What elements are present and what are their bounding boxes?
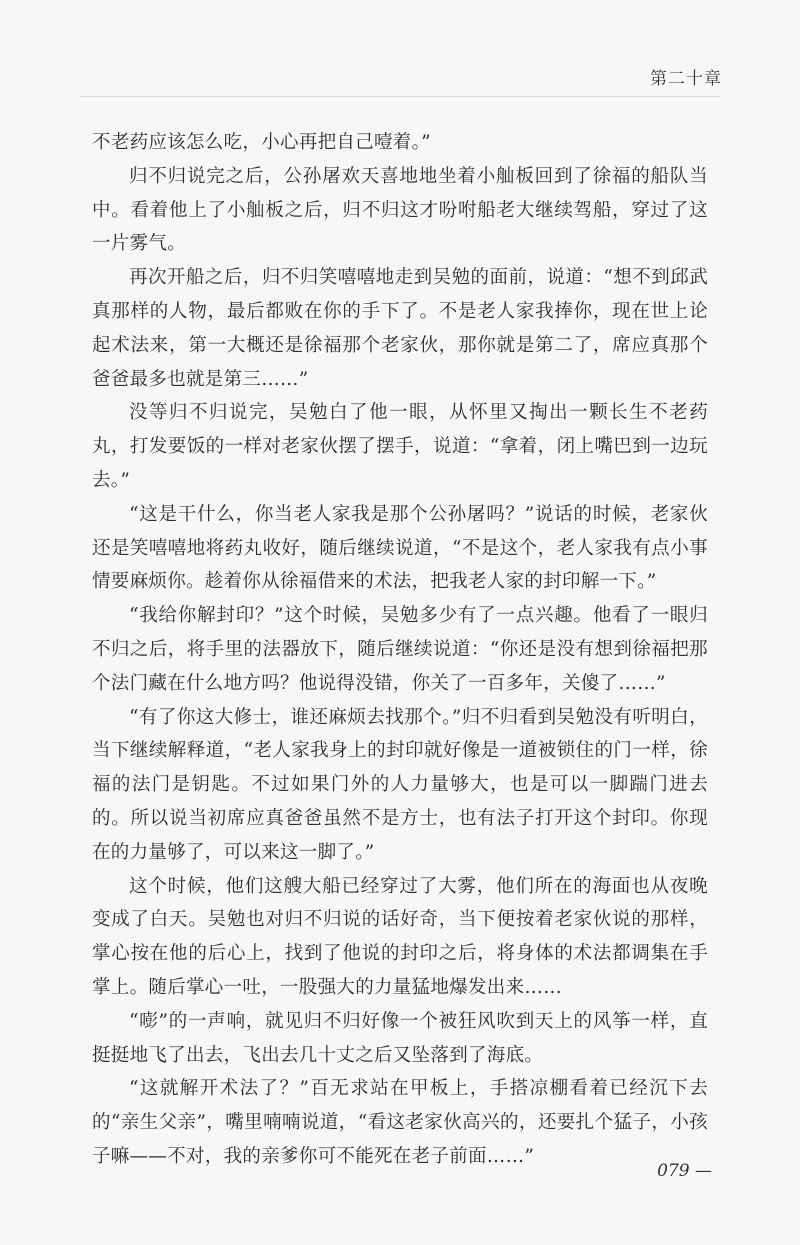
paragraph: “有了你这大修士，谁还麻烦去找那个。”归不归看到吴勉没有听明白，当下继续解释道，“老人家我身上的封印就好像是一道被锁住的门一样，徐福的法门是钥匙。不过如果门外的人力量够大，也是可以一脚踹门进去的。所以说当初席应真爸爸虽然不是方士，也有法子打开这个封印。你现在的力量够了，可以来这一脚了。” [92,706,708,863]
paragraph: “嘭”的一声响，就见归不归好像一个被狂风吹到天上的风筝一样，直挺挺地飞了出去，飞出去几十丈之后又坠落到了海底。 [92,1010,708,1066]
paragraph: “这就解开术法了？”百无求站在甲板上，手搭凉棚看着已经沉下去的“亲生父亲”，嘴里喃喃说道，“看这老家伙高兴的，还要扎个猛子，小孩子嘛——不对，我的亲爹你可不能死在老子前面……” [92,1078,708,1167]
paragraph: 归不归说完之后，公孙屠欢天喜地地坐着小舢板回到了徐福的船队当中。看着他上了小舢板之后，归不归这才吩咐船老大继续驾船，穿过了这一片雾气。 [92,165,708,255]
paragraph: 这个时候，他们这艘大船已经穿过了大雾，他们所在的海面也从夜晚变成了白天。吴勉也对归不归说的话好奇，当下便按着老家伙说的那样，掌心按在他的后心上，找到了他说的封印之后，将身体的术法都调集在手掌上。随后掌心一吐，一股强大的力量猛地爆发出来…… [92,875,708,998]
header-rule [80,96,720,97]
paragraph: 没等归不归说完，吴勉白了他一眼，从怀里又掏出一颗长生不老药丸，打发要饭的一样对老家伙摆了摆手，说道：“拿着，闭上嘴巴到一边玩去。” [92,402,708,491]
paragraph: “我给你解封印？”这个时候，吴勉多少有了一点兴趣。他看了一眼归不归之后，将手里的法器放下，随后继续说道：“你还是没有想到徐福把那个法门藏在什么地方吗？他说得没错，你关了一百多年，关傻了……” [92,605,708,694]
paragraph: “这是干什么，你当老人家我是那个公孙屠吗？”说话的时候，老家伙还是笑嘻嘻地将药丸收好，随后继续说道，“不是这个，老人家我有点小事情要麻烦你。趁着你从徐福借来的术法，把我老人家的封印解一下。” [92,503,708,593]
paragraph: 不老药应该怎么吃，小心再把自己噎着。” [92,132,431,153]
body-text [92,126,708,1174]
paragraph: 再次开船之后，归不归笑嘻嘻地走到吴勉的面前，说道：“想不到邱武真那样的人物，最后都败在你的手下了。不是老人家我捧你，现在世上论起术法来，第一大概还是徐福那个老家伙，那你就是第二了，席应真那个爸爸最多也就是第三……” [92,267,708,390]
page-number: 079 — [657,1161,712,1181]
chapter-header: 第二十章 [650,69,722,89]
